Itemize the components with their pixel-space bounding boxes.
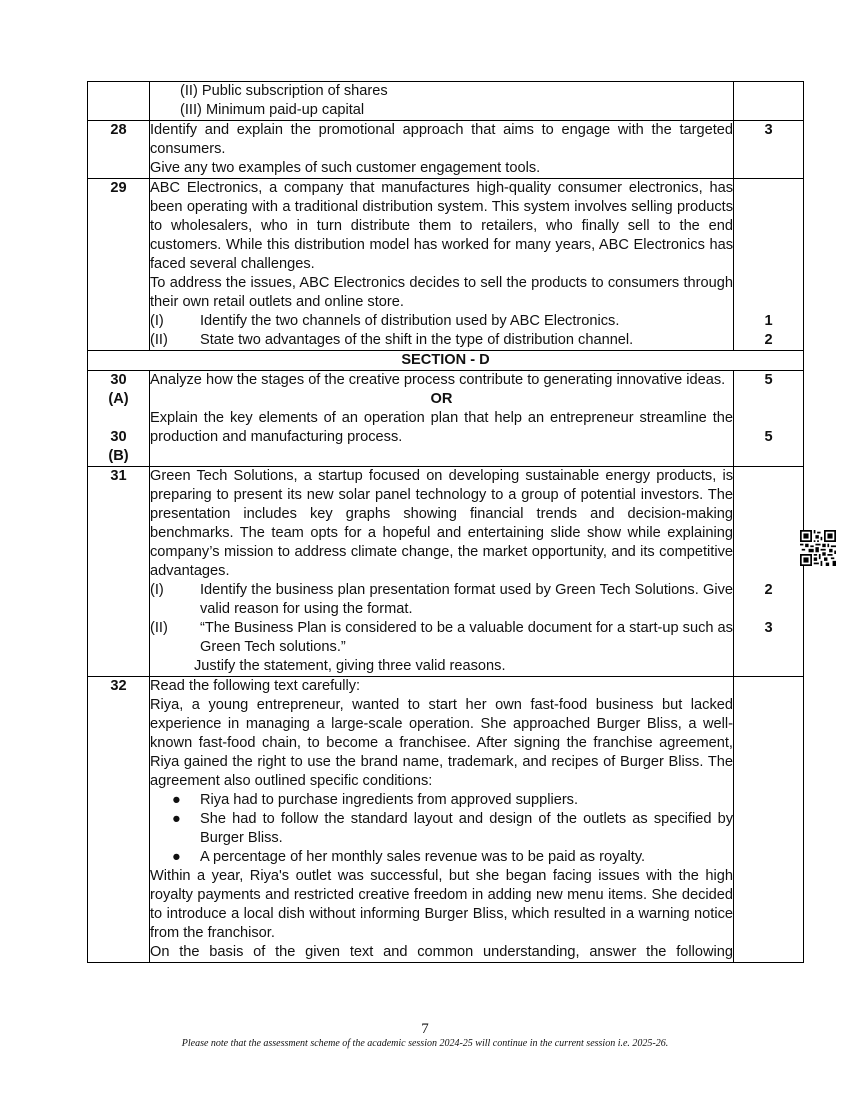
sub-question-text: “The Business Plan is considered to be a valuable document for a start-up such as Green Tech solutions.” [200, 620, 733, 655]
marks: 3 [734, 121, 804, 179]
table-row-q30 [88, 371, 804, 467]
question-text: Analyze how the stages of the creative process contribute to generating innovative ideas. [150, 372, 726, 388]
option-text: (III) Minimum paid-up capital [180, 102, 365, 118]
table-row-q29 [88, 179, 804, 351]
marks: 5 [764, 429, 773, 445]
question-text: Give any two examples of such customer engagement tools. [150, 160, 541, 176]
question-text: Identify and explain the promotional approach that aims to engage with the targeted consumers. [150, 122, 733, 157]
or-divider: OR [430, 391, 453, 407]
question-sub-label: (A) [108, 391, 129, 407]
marks: 1 [764, 313, 773, 329]
sub-question-text: Justify the statement, giving three valid reasons. [194, 658, 506, 674]
case-paragraph: Within a year, Riya's outlet was successful, but she began facing issues with the high royalty payments and restricted creative freedom in adding new menu items. She decided to introduce a local dish without informing Burger Bliss, which resulted in a warning notice from the franchisor. [150, 868, 733, 941]
section-heading: SECTION - D [88, 351, 804, 371]
sub-question-text: Identify the two channels of distribution used by ABC Electronics. [200, 313, 620, 329]
question-number: 30 [110, 429, 127, 445]
instruction-text: On the basis of the given text and common understanding, answer the following [150, 944, 733, 960]
list-item-text: She had to follow the standard layout and design of the outlets as specified by Burger Bliss. [200, 811, 733, 846]
marks: 2 [764, 582, 773, 598]
list-item [150, 810, 733, 848]
qr-code-icon [800, 530, 836, 566]
page-number: 7 [421, 1021, 429, 1037]
question-sub-label: (B) [108, 448, 129, 464]
option-text: (II) Public subscription of shares [180, 83, 388, 99]
list-item [150, 848, 733, 867]
question-number: 28 [88, 121, 150, 179]
question-number: 29 [88, 179, 150, 351]
case-paragraph: To address the issues, ABC Electronics decides to sell the products to consumers through their own retail outlets and online store. [150, 275, 733, 310]
question-text: Explain the key elements of an operation plan that help an entrepreneur streamline the production and manufacturing process. [150, 410, 733, 445]
case-paragraph: ABC Electronics, a company that manufactures high-quality consumer electronics, has been operating with a traditional distribution system. This system involves selling products to wholesalers, who in turn distribute them to retailers, who finally sell to the end customers. While this distribution model has worked for many years, ABC Electronics has faced several challenges. [150, 180, 733, 272]
question-number: 30 [110, 372, 127, 388]
sub-question-label: (I) [150, 582, 164, 598]
list-item [150, 791, 733, 810]
table-row-continuation [88, 82, 804, 121]
sub-question-label: (II) [150, 332, 168, 348]
table-row-section [88, 351, 804, 371]
footnote: Please note that the assessment scheme of the academic session 2024-25 will continue in the current session i.e. 2025-26. [181, 1038, 669, 1049]
sub-question-text: State two advantages of the shift in the type of distribution channel. [200, 332, 634, 348]
bullet-icon: ● [172, 811, 181, 827]
question-table [87, 81, 804, 963]
sub-question [150, 331, 733, 350]
case-paragraph: Green Tech Solutions, a startup focused on developing sustainable energy products, is preparing to present its new solar panel technology to a group of potential investors. The presentation includes key graphs showing financial trends and decision-making benchmarks. The team opts for a hopeful and entertaining slide show while explaining company’s mission to address climate change, the market opportunity, and its competitive advantages. [150, 468, 733, 579]
case-paragraph: Riya, a young entrepreneur, wanted to start her own fast-food business but lacked experience in managing a large-scale operation. She approached Burger Bliss, a well-known fast-food chain, to become a franchisee. After signing the franchise agreement, Riya gained the right to use the brand name, trademark, and recipes of Burger Bliss. The agreement also outlined specific conditions: [150, 697, 733, 789]
marks: 3 [764, 620, 773, 636]
sub-question [150, 619, 733, 657]
table-row-q32 [88, 677, 804, 963]
sub-question-text: Identify the business plan presentation format used by Green Tech Solutions. Give valid reason for using the format. [200, 582, 733, 617]
marks: 5 [764, 372, 773, 388]
question-number: 31 [88, 467, 150, 677]
sub-question [150, 312, 733, 331]
table-row-q28 [88, 121, 804, 179]
instruction-text: Read the following text carefully: [150, 678, 361, 694]
sub-question [150, 581, 733, 619]
list-item-text: A percentage of her monthly sales revenue was to be paid as royalty. [200, 849, 646, 865]
sub-question-label: (II) [150, 620, 168, 636]
bullet-icon: ● [172, 849, 181, 865]
table-row-q31 [88, 467, 804, 677]
list-item-text: Riya had to purchase ingredients from approved suppliers. [200, 792, 579, 808]
marks: 2 [764, 332, 773, 348]
sub-question-label: (I) [150, 313, 164, 329]
question-number: 32 [88, 677, 150, 963]
bullet-icon: ● [172, 792, 181, 808]
